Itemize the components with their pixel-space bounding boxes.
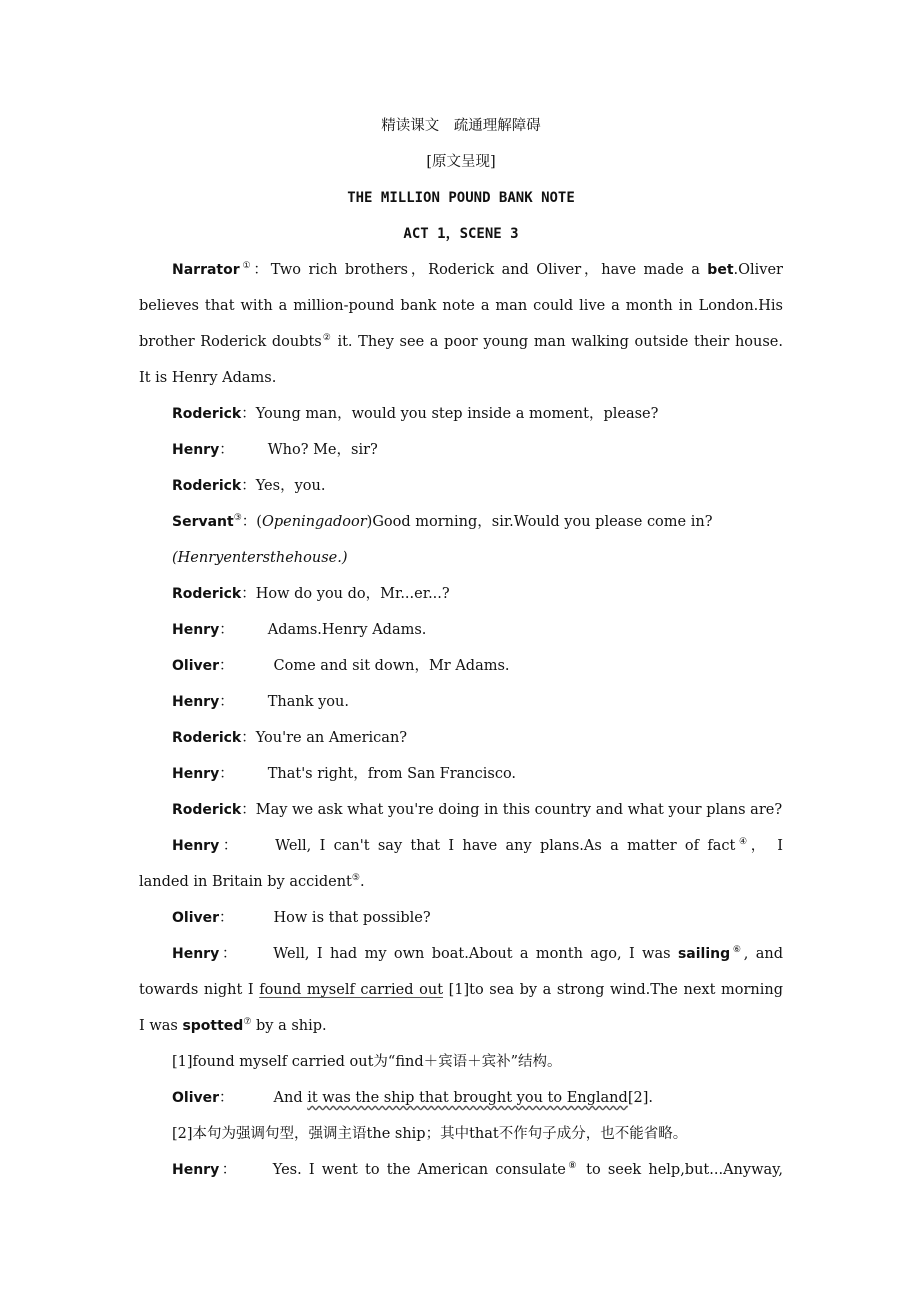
dialogue-line: [139, 828, 783, 864]
speaker-oliver: Oliver: [172, 910, 220, 926]
footnote-mark: ⑦: [243, 1017, 252, 1027]
dialogue-line: [139, 576, 783, 612]
footnote-mark: ②: [321, 333, 332, 343]
line-text: to seek help,but...Anyway,: [579, 1162, 784, 1178]
paren: ): [366, 514, 373, 530]
speaker-oliver: Oliver: [172, 658, 220, 674]
dialogue-line-cont: [139, 1008, 783, 1044]
colon: ：: [241, 406, 256, 422]
line-text: [1]to sea by a strong wind.The next morning: [443, 982, 784, 998]
colon: ：: [241, 586, 256, 602]
dialogue-line: [139, 1152, 783, 1188]
footnote-mark: ⑥: [730, 945, 744, 955]
colon: ：: [253, 262, 271, 278]
dialogue-line: [139, 396, 783, 432]
dialogue-line: [139, 792, 783, 828]
paren: (: [256, 514, 262, 530]
line-text: That's right，from San Francisco.: [267, 766, 517, 782]
colon: ：: [219, 442, 234, 458]
speaker-servant: Servant: [172, 514, 234, 530]
narrator-line-3: [139, 324, 783, 360]
narrator-line-1: [139, 252, 783, 288]
line-text: How do you do，Mr...er...?: [255, 586, 450, 602]
colon: ：: [219, 946, 240, 962]
narrator-text: brother Roderick doubts: [139, 334, 322, 350]
dialogue-line: [139, 684, 783, 720]
vocab-bold: sailing: [677, 946, 731, 962]
footnote-mark: ④: [735, 837, 751, 847]
speaker-henry: Henry: [172, 694, 220, 710]
colon: ：: [241, 802, 256, 818]
colon: ：: [219, 658, 234, 674]
colon: ：: [241, 730, 256, 746]
line-text: You're an American?: [255, 730, 408, 746]
colon: ：: [219, 694, 234, 710]
line-text: Adams.Henry Adams.: [267, 622, 427, 638]
narrator-line-4: It is Henry Adams.: [139, 370, 277, 386]
line-text: Well, I can't say that I have any plans.As a matter of fact: [275, 838, 736, 854]
speaker-henry: Henry: [172, 766, 220, 782]
line-text: Young man，would you step inside a moment，please?: [255, 406, 659, 422]
speaker-henry: Henry: [172, 1162, 220, 1178]
footnote-mark: ⑤: [351, 873, 360, 883]
line-text: by a ship.: [251, 1018, 327, 1034]
footnote-mark: ⑧: [565, 1161, 579, 1171]
dialogue-line: [139, 936, 783, 972]
line-text: , and: [743, 946, 783, 962]
colon: ：: [219, 838, 242, 854]
line-text: Thank you.: [267, 694, 349, 710]
speaker-henry: Henry: [172, 946, 220, 962]
footnote-mark: ③: [233, 513, 242, 523]
colon: ：: [241, 514, 257, 530]
play-title: THE MILLION POUND BANK NOTE: [347, 190, 575, 206]
speaker-henry: Henry: [172, 622, 220, 638]
dialogue-line: [139, 432, 783, 468]
line-text: Yes，you.: [255, 478, 326, 494]
line-text: Come and sit down，Mr Adams.: [273, 658, 510, 674]
colon: ：: [219, 1162, 239, 1178]
dialogue-line: [139, 720, 783, 756]
line-text: [2].: [627, 1090, 653, 1106]
dialogue-line: [139, 900, 783, 936]
document-page: [139, 108, 783, 1188]
subtitle: [原文呈现]: [426, 154, 496, 170]
vocab-bold: bet: [707, 262, 734, 278]
speaker-narrator: Narrator: [172, 262, 240, 278]
dialogue-line: [139, 1080, 783, 1116]
stage-direction: (Henryentersthehouse.): [172, 550, 348, 566]
dialogue-line: [139, 612, 783, 648]
line-text: How is that possible?: [273, 910, 431, 926]
speaker-roderick: Roderick: [172, 586, 242, 602]
line-text: And: [273, 1090, 308, 1106]
annotation-note: [2]本句为强调句型，强调主语the ship；其中that不作句子成分，也不能省略。: [172, 1126, 688, 1142]
footnote-mark: ①: [239, 261, 254, 271]
line-text: ， I: [750, 838, 783, 854]
dialogue-line: [139, 756, 783, 792]
narrator-text: .Oliver: [733, 262, 783, 278]
dialogue-line: [139, 468, 783, 504]
section-title: 精读课文 疏通理解障碍: [381, 118, 541, 134]
line-text: landed in Britain by accident: [139, 874, 352, 890]
narrator-line-2: believes that with a million-pound bank note a man could live a month in London.His: [139, 298, 783, 314]
line-text: I was: [139, 1018, 183, 1034]
colon: ：: [241, 478, 256, 494]
dialogue-line-cont: [139, 972, 783, 1008]
speaker-roderick: Roderick: [172, 802, 242, 818]
line-text: Good morning，sir.Would you please come in?: [372, 514, 713, 530]
wavy-underlined-sentence: it was the ship that brought you to England: [307, 1090, 628, 1106]
underlined-phrase: found myself carried out: [259, 982, 444, 998]
dialogue-line: [139, 504, 783, 540]
line-text: towards night I: [139, 982, 260, 998]
dialogue-line: [139, 648, 783, 684]
annotation-note: [1]found myself carried out为“find＋宾语＋宾补”结构。: [172, 1054, 562, 1070]
speaker-roderick: Roderick: [172, 406, 242, 422]
speaker-oliver: Oliver: [172, 1090, 220, 1106]
line-text: .: [359, 874, 365, 890]
line-text: Yes. I went to the American consulate: [272, 1162, 566, 1178]
speaker-henry: Henry: [172, 838, 220, 854]
dialogue-line-cont: [139, 864, 783, 900]
line-text: May we ask what you're doing in this country and what your plans are?: [255, 802, 783, 818]
speaker-henry: Henry: [172, 442, 220, 458]
colon: ：: [219, 622, 234, 638]
speaker-roderick: Roderick: [172, 730, 242, 746]
narrator-text: it. They see a poor young man walking outside their house.: [331, 334, 783, 350]
colon: ：: [219, 910, 234, 926]
colon: ：: [219, 1090, 234, 1106]
speaker-roderick: Roderick: [172, 478, 242, 494]
stage-direction: Openingadoor: [261, 514, 367, 530]
line-text: Who? Me，sir?: [267, 442, 378, 458]
colon: ：: [219, 766, 234, 782]
narrator-text: Two rich brothers，Roderick and Oliver，have made a: [270, 262, 708, 278]
line-text: Well, I had my own boat.About a month ago, I was: [273, 946, 678, 962]
scene-heading: ACT 1，SCENE 3: [403, 226, 519, 242]
vocab-bold: spotted: [182, 1018, 244, 1034]
